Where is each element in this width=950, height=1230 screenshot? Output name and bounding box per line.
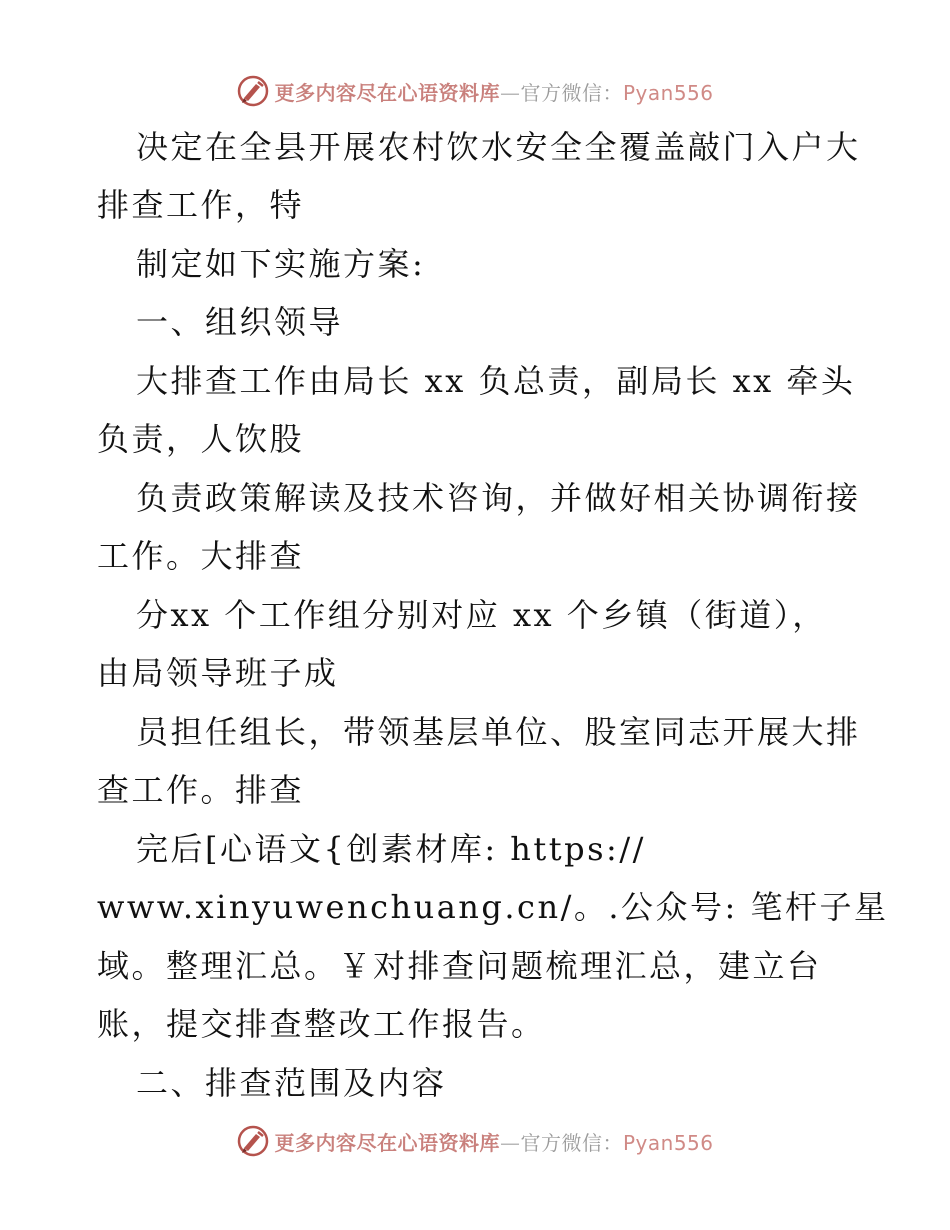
- text-line: 员担任组长，带领基层单位、股室同志开展大排: [136, 713, 861, 751]
- text-line: 负责，人饮股: [97, 420, 305, 458]
- text-line: 排查工作，特: [97, 186, 305, 224]
- text-line: 域。整理汇总。￥对排查问题梳理汇总，建立台: [97, 947, 822, 985]
- text-line: 工作。大排查: [97, 537, 305, 575]
- watermark-text: 更多内容尽在心语资料库—官方微信：Pyan556: [274, 1130, 714, 1155]
- text-line: 负责政策解读及技术咨询，并做好相关协调衔接: [136, 479, 861, 517]
- text-line: 分xx 个工作组分别对应 xx 个乡镇（街道），: [136, 596, 827, 634]
- text-line: 大排查工作由局长 xx 负总责，副局长 xx 牵头: [136, 362, 856, 400]
- text-line: 完后[心语文{创素材库: https://: [136, 830, 646, 868]
- watermark-footer: [0, 1121, 950, 1161]
- text-line: www.xinyuwenchuang.cn/。.公众号: 笔杆子星: [97, 888, 889, 926]
- text-line: 制定如下实施方案:: [136, 245, 426, 283]
- text-line: 决定在全县开展农村饮水安全全覆盖敲门入户大: [136, 128, 861, 166]
- pen-logo-icon: [236, 1124, 270, 1158]
- watermark-text: 更多内容尽在心语资料库—官方微信：Pyan556: [274, 80, 714, 105]
- text-line: 账，提交排查整改工作报告。: [97, 1005, 546, 1043]
- text-line: 由局领导班子成: [97, 654, 339, 692]
- section-heading: 一、组织领导: [136, 303, 344, 341]
- section-heading: 二、排查范围及内容: [136, 1064, 447, 1102]
- text-line: 查工作。排查: [97, 771, 305, 809]
